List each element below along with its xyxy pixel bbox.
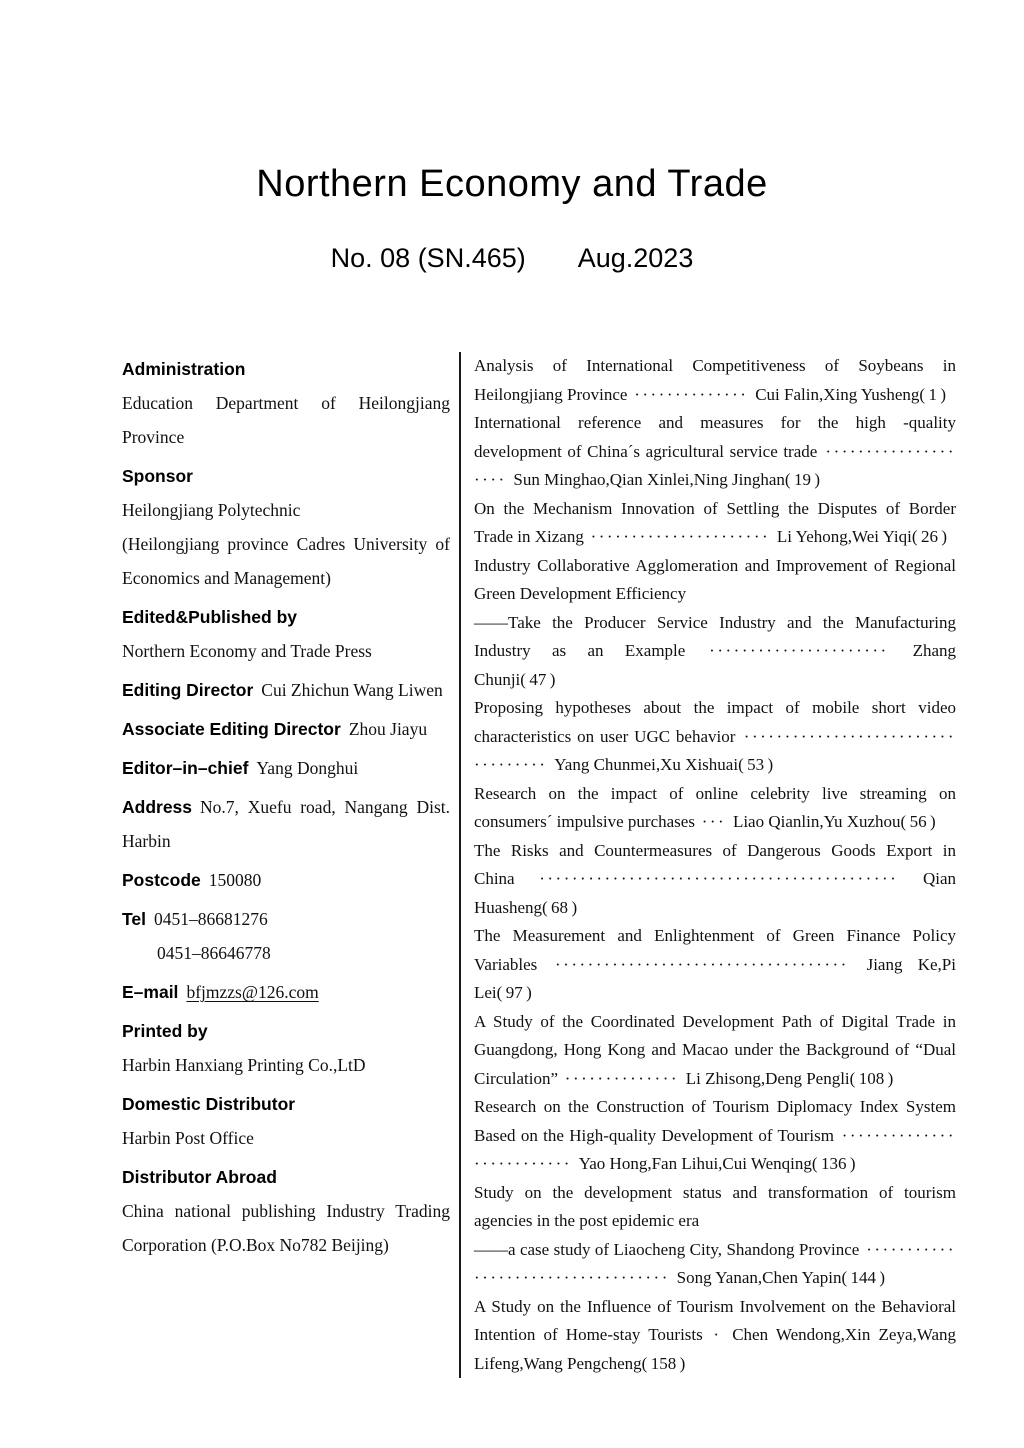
- article-page-number: ( 158 ): [641, 1353, 686, 1373]
- masthead-label: Associate Editing Director: [122, 719, 341, 739]
- article-title: The Risks and Countermeasures of Dangerous Goods Export in China: [474, 840, 956, 888]
- masthead-label: Edited&Published by: [122, 607, 298, 627]
- masthead-item-administration: [122, 352, 450, 454]
- leader-dots: ····································: [537, 954, 867, 974]
- article-page-number: ( 53 ): [738, 755, 774, 774]
- masthead-label: Editor–in–chief: [122, 758, 249, 778]
- toc-entry: [474, 495, 956, 552]
- article-authors: Liao Qianlin,Yu Xuzhou: [732, 812, 901, 831]
- article-authors: Yang Chunmei,Xu Xishuai: [554, 755, 739, 774]
- toc-entry-title-flow: [474, 1008, 956, 1094]
- toc-entry-subtitle-flow: [474, 1236, 956, 1293]
- article-page-number: ( 136 ): [811, 1154, 856, 1173]
- toc-entry: [474, 409, 956, 495]
- leader-dots: ····················: [474, 441, 956, 489]
- toc-entry: [474, 1293, 956, 1379]
- leader-dots: ··············: [627, 384, 756, 404]
- masthead-text: Northern Economy and Trade Press: [122, 641, 372, 661]
- toc-entry: [474, 837, 956, 923]
- toc-entry-title-flow: [474, 1179, 956, 1236]
- masthead-item-domestic-distributor: [122, 1087, 450, 1155]
- article-page-number: ( 1 ): [919, 384, 947, 404]
- article-authors: Cui Falin,Xing Yusheng: [755, 384, 920, 404]
- masthead-value: 0451–86681276: [154, 909, 268, 929]
- masthead-text: Harbin Post Office: [122, 1128, 254, 1148]
- toc-column: [461, 352, 956, 1378]
- article-title: On the Mechanism Innovation of Settling the Disputes of Border Trade in Xizang: [474, 498, 956, 546]
- issue-number: No. 08 (SN.465): [330, 243, 526, 273]
- leader-dots: ············································: [514, 869, 923, 888]
- leader-dots: ·: [702, 1325, 733, 1344]
- article-title: The Measurement and Enlightenment of Green Finance Policy Variables: [474, 926, 956, 974]
- article-authors: Li Yehong,Wei Yiqi: [776, 527, 912, 546]
- masthead-value: Yang Donghui: [256, 758, 359, 778]
- article-authors: Jiang Ke,Pi Lei: [474, 954, 956, 1002]
- toc-entry-title-flow: [474, 780, 956, 837]
- masthead-item-distributor-abroad: [122, 1160, 450, 1262]
- masthead-item-postcode: [122, 863, 450, 897]
- leader-dots: ··························: [474, 1125, 956, 1173]
- article-page-number: ( 47 ): [520, 669, 556, 689]
- article-authors: Sun Minghao,Qian Xinlei,Ning Jinghan: [513, 470, 785, 489]
- issue-date: Aug.2023: [577, 243, 694, 273]
- masthead-text: Harbin Hanxiang Printing Co.,LtD: [122, 1055, 366, 1075]
- toc-entry: [474, 780, 956, 837]
- article-authors: Zhang Chunji: [474, 641, 956, 689]
- masthead-item-edited-published-by: [122, 600, 450, 668]
- toc-entry-title-flow: [474, 409, 956, 495]
- article-page-number: ( 68 ): [541, 897, 578, 917]
- toc-entry: [474, 552, 956, 695]
- masthead-line: [122, 902, 450, 936]
- article-title: Analysis of International Competitiveness of Soybeans in Heilongjiang Province: [474, 356, 956, 404]
- page-header: [0, 0, 1024, 274]
- toc-entry-subtitle-flow: [474, 609, 956, 695]
- masthead-line: [122, 975, 450, 1009]
- toc-entry: [474, 1008, 956, 1094]
- toc-entry-title-flow: [474, 495, 956, 552]
- article-page-number: ( 19 ): [784, 470, 821, 489]
- masthead-line: [122, 712, 450, 746]
- masthead-item-editing-director: [122, 673, 450, 707]
- leader-dots: ···································: [474, 726, 956, 774]
- masthead-line: [122, 863, 450, 897]
- article-title: A Study on the Influence of Tourism Involvement on the Behavioral Intention of Home-stay Tourists: [474, 1296, 956, 1344]
- article-title: A Study of the Coordinated Development Path of Digital Trade in Guangdong, Hong Kong and Macao under the Background of “Dual Circulation”: [474, 1011, 956, 1088]
- masthead-extra-value: 0451–86646778: [157, 943, 271, 963]
- article-title: Industry Collaborative Agglomeration and Improvement of Regional Green Development Efficiency: [474, 555, 956, 603]
- article-page-number: ( 56 ): [900, 812, 936, 831]
- leader-dots: ···································: [474, 1239, 956, 1287]
- toc-entry-title-flow: [474, 1093, 956, 1179]
- masthead-label: Administration: [122, 359, 246, 379]
- masthead-label: E–mail: [122, 982, 179, 1002]
- masthead-text: China national publishing Industry Trading Corporation (P.O.Box No782 Beijing): [122, 1201, 450, 1255]
- toc-entry: [474, 1179, 956, 1293]
- leader-dots: ······················: [685, 641, 913, 660]
- masthead-text: (Heilongjiang province Cadres University of Economics and Management): [122, 534, 450, 588]
- email-link[interactable]: bfjmzzs@126.com: [186, 982, 319, 1002]
- masthead-item-sponsor: [122, 459, 450, 595]
- masthead-item-associate-editing-director: [122, 712, 450, 746]
- masthead-line: [122, 751, 450, 785]
- toc-entry: [474, 1093, 956, 1179]
- masthead-label: Sponsor: [122, 466, 193, 486]
- masthead-label: Editing Director: [122, 680, 254, 700]
- article-page-number: ( 108 ): [849, 1068, 894, 1088]
- masthead-value: 150080: [208, 870, 262, 890]
- masthead-item-address: [122, 790, 450, 858]
- article-authors: Chen Wendong,Xin Zeya,Wang Lifeng,Wang Pengcheng: [474, 1325, 956, 1373]
- article-authors: Yao Hong,Fan Lihui,Cui Wenqing: [578, 1154, 812, 1173]
- toc-entry: [474, 352, 956, 409]
- masthead-text: Heilongjiang Polytechnic: [122, 500, 301, 520]
- toc-entry-title-flow: [474, 837, 956, 923]
- masthead-item-tel: [122, 902, 450, 970]
- masthead-label: Printed by: [122, 1021, 208, 1041]
- toc-entry: [474, 694, 956, 780]
- article-authors: Qian Huasheng: [474, 869, 956, 917]
- toc-entry-title-flow: [474, 694, 956, 780]
- masthead-label: Tel: [122, 909, 146, 929]
- article-title: Research on the impact of online celebrity live streaming on consumers´ impulsive purchases: [474, 783, 956, 831]
- article-title: International reference and measures for the high -quality development of China´s agricultural service trade: [474, 413, 956, 461]
- leader-dots: ··············: [558, 1068, 686, 1088]
- article-page-number: ( 144 ): [841, 1268, 886, 1287]
- masthead-label: Postcode: [122, 870, 201, 890]
- content-columns: [122, 352, 956, 1378]
- masthead-item-editor-in-chief: [122, 751, 450, 785]
- article-authors: Song Yanan,Chen Yapin: [676, 1268, 842, 1287]
- masthead-line: [122, 673, 450, 707]
- toc-entry-title-flow: [474, 1293, 956, 1379]
- masthead-value: Zhou Jiayu: [348, 719, 428, 739]
- toc-entry-title-flow: [474, 922, 956, 1008]
- article-page-number: ( 97 ): [496, 983, 532, 1002]
- toc-entry: [474, 922, 956, 1008]
- article-subtitle: ——a case study of Liaocheng City, Shandong Province: [474, 1239, 860, 1259]
- toc-entry-title-flow: [474, 352, 956, 409]
- masthead-value: No.7, Xuefu road, Nangang Dist. Harbin: [122, 797, 450, 851]
- masthead-value: Cui Zhichun Wang Liwen: [261, 680, 443, 700]
- article-subtitle: ——Take the Producer Service Industry and the Manufacturing Industry as an Example: [474, 612, 956, 660]
- masthead-label: Distributor Abroad: [122, 1167, 277, 1187]
- article-authors: Li Zhisong,Deng Pengli: [685, 1068, 850, 1088]
- leader-dots: ······················: [583, 527, 777, 546]
- leader-dots: ···: [694, 812, 733, 831]
- masthead-item-printed-by: [122, 1014, 450, 1082]
- issue-line: [0, 243, 1024, 274]
- masthead-label: Address: [122, 797, 193, 817]
- masthead-column: [122, 352, 459, 1378]
- article-title: Study on the development status and transformation of tourism agencies in the post epidemic era: [474, 1182, 956, 1230]
- toc-entry-title-flow: [474, 552, 956, 609]
- masthead-label: Domestic Distributor: [122, 1094, 296, 1114]
- article-title: Proposing hypotheses about the impact of mobile short video characteristics on user UGC behavior: [474, 698, 956, 746]
- masthead-line: [122, 790, 450, 858]
- article-title: Research on the Construction of Tourism Diplomacy Index System Based on the High-quality Development of Tourism: [474, 1097, 956, 1145]
- masthead-item-e-mail: [122, 975, 450, 1009]
- masthead-text: Education Department of Heilongjiang Province: [122, 393, 450, 447]
- article-page-number: ( 26 ): [911, 527, 948, 546]
- journal-title: Northern Economy and Trade: [256, 163, 768, 205]
